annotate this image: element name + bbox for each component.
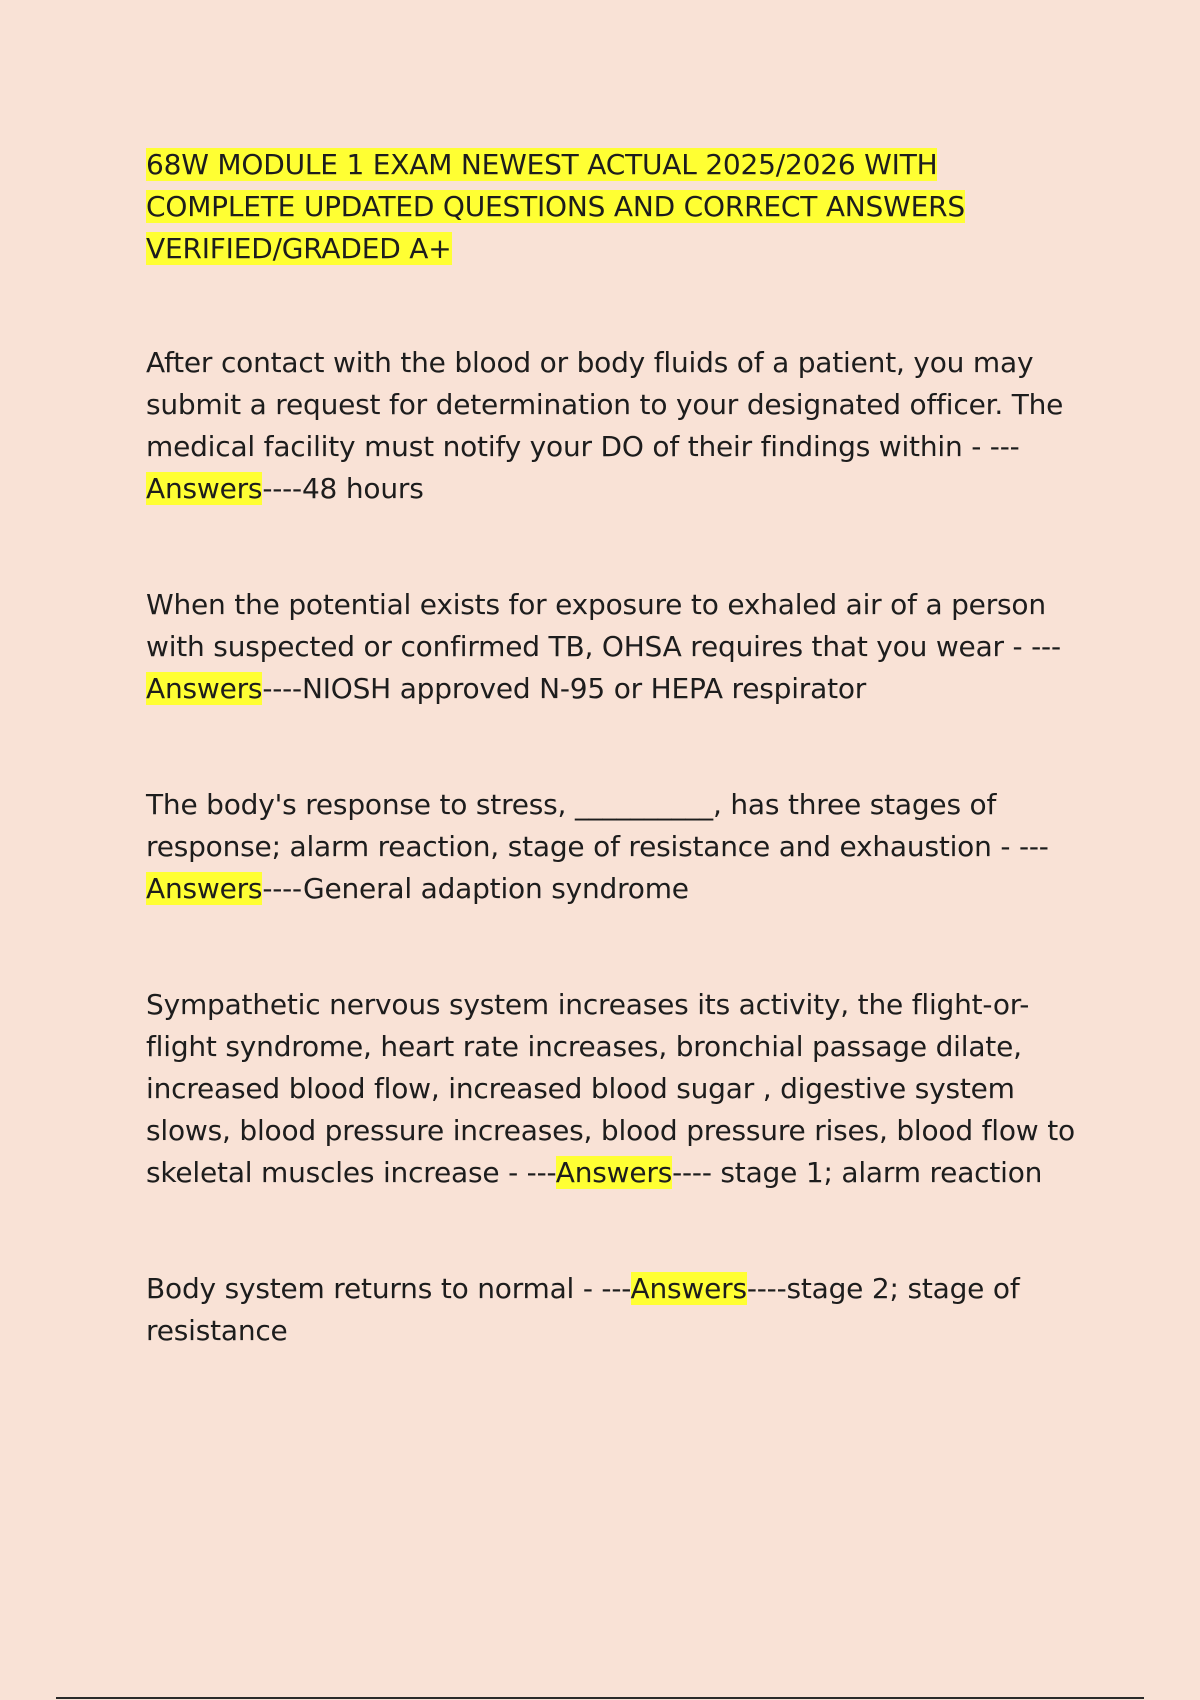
answer-text: ----NIOSH approved N-95 or HEPA respirator: [262, 672, 867, 705]
question-text: When the potential exists for exposure to exhaled air of a person with suspected or confirmed TB, OHSA requires that you wear - ---: [146, 588, 1061, 663]
answers-marker: Answers: [146, 872, 263, 905]
document-content: [146, 144, 1084, 1426]
qa-item-1: [146, 342, 1076, 510]
qa-item-2: [146, 584, 1076, 710]
page-bottom-rule: [56, 1697, 1144, 1699]
title-highlight: 68W MODULE 1 EXAM NEWEST ACTUAL 2025/2026 WITH COMPLETE UPDATED QUESTIONS AND CORRECT ANSWERS VERIFIED/GRADED A+: [146, 148, 965, 265]
answers-marker: Answers: [146, 472, 263, 505]
qa-item-3: [146, 784, 1076, 910]
answer-text: ----48 hours: [262, 472, 424, 505]
answers-marker: Answers: [555, 1156, 673, 1189]
question-text: After contact with the blood or body fluids of a patient, you may submit a request for determination to your designated officer. The medical facility must notify your DO of their findings within - ---: [146, 346, 1072, 463]
document-title: [146, 144, 1076, 270]
answers-marker: Answers: [630, 1272, 747, 1305]
answers-marker: Answers: [146, 672, 263, 705]
question-text: Body system returns to normal - ---: [146, 1272, 631, 1305]
answer-text: ----stage 2; stage of resistance: [146, 1272, 1029, 1347]
qa-item-4: [146, 984, 1084, 1194]
question-text: Sympathetic nervous system increases its activity, the flight-or-flight syndrome, heart rate increases, bronchial passage dilate, increased blood flow, increased blood sugar , digestive system slows, blood pressure increases, blood pressure rises, blood flow to skeletal muscles increase - ---: [146, 988, 1084, 1189]
qa-item-5: [146, 1268, 1076, 1352]
question-text: The body's response to stress, __________, has three stages of response; alarm reaction, stage of resistance and exhaustion - ---: [146, 788, 1049, 863]
answer-text: ---- stage 1; alarm reaction: [672, 1156, 1043, 1189]
answer-text: ----General adaption syndrome: [262, 872, 689, 905]
